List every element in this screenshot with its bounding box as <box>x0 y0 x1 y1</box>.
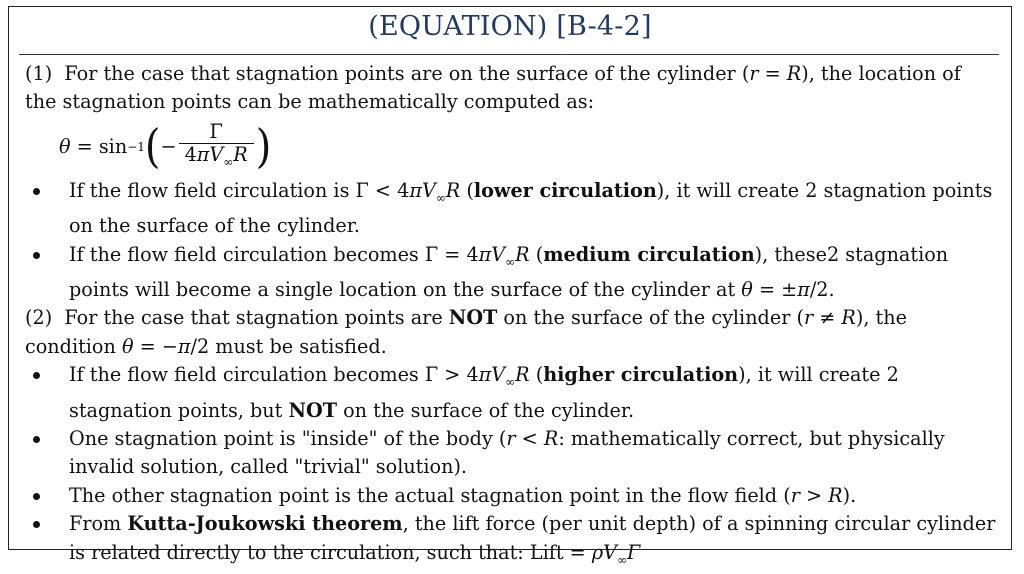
section-1-bullets <box>25 177 997 305</box>
equation-fraction: $\frac{\Gamma}{4\pi V_\infty R}$ <box>179 121 254 173</box>
slide-title: (EQUATION) [B-4-2] <box>368 11 652 42</box>
bullet-kutta-joukowski: From Kutta-Joukowski theorem, the lift force (per unit depth) of a spinning circular cylinder is related directly to the circulation, such that: Lift = $\rho V_\infty\Gamma$ <box>25 510 997 574</box>
section-2-intro: (2) For the case that stagnation points are NOT on the surface of the cylinder (r ≠ R), the condition θ = −π/2 must be satisfied. <box>25 306 907 358</box>
section-2-bullets <box>25 361 997 574</box>
slide-content <box>25 60 997 574</box>
slide-frame <box>8 6 1012 567</box>
bullet-medium-circulation: If the flow field circulation becomes $\Gamma = 4\pi V_\infty R$ (medium circulation), these2 stagnation points will become a single location on the surface of the cylinder at θ = ±π/2. <box>25 241 997 305</box>
bullet-higher-circulation: If the flow field circulation becomes $\Gamma > 4\pi V_\infty R$ (higher circulation), it will create 2 stagnation points, but NOT on the surface of the cylinder. <box>25 361 997 425</box>
title-divider <box>19 54 999 55</box>
bullet-lower-circulation: If the flow field circulation is $\Gamma < 4\pi V_\infty R$ (lower circulation), it will create 2 stagnation points on the surface of the cylinder. <box>25 177 997 241</box>
section-1-intro: (1) For the case that stagnation points are on the surface of the cylinder (r = R), the location of the stagnation points can be mathematically computed as: <box>25 62 961 114</box>
bullet-actual-point: The other stagnation point is the actual stagnation point in the flow field (r > R). <box>25 482 997 510</box>
stagnation-angle-equation: θ = sin −1 ( − $\frac{\Gamma}{4\pi V_\infty R}$ ) <box>59 119 272 174</box>
bullet-inside-point: One stagnation point is "inside" of the body (r < R: mathematically correct, but physically invalid solution, called "trivial" solution). <box>25 425 997 482</box>
